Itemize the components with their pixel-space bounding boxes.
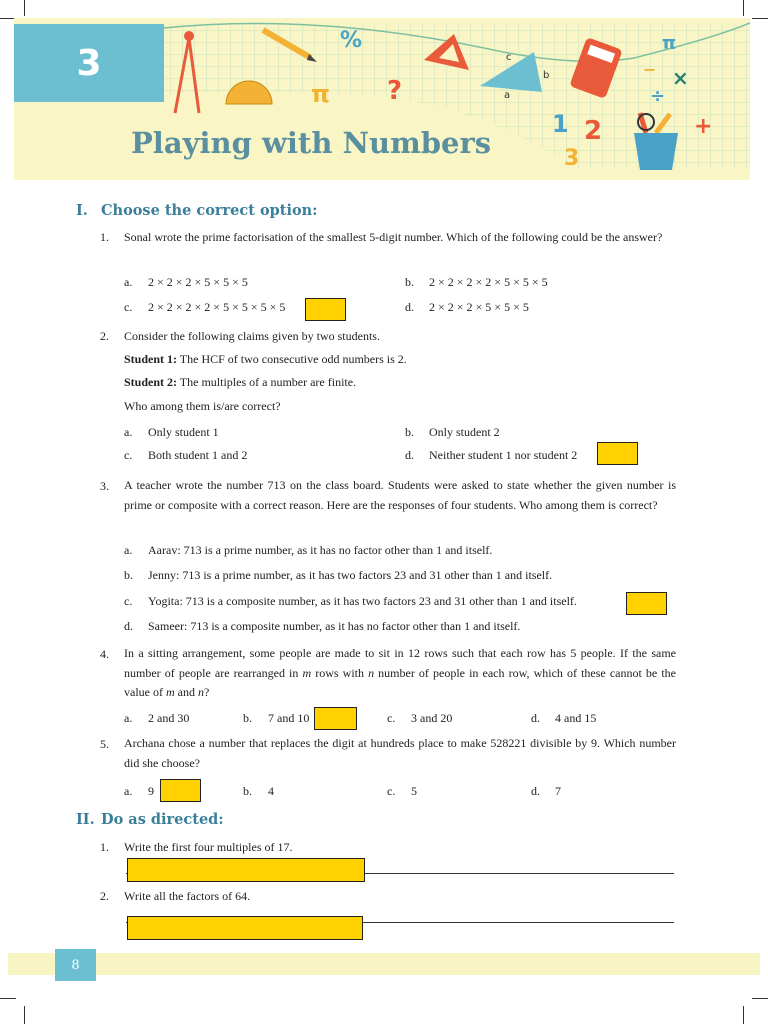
option-letter: c. (124, 594, 133, 608)
student-1-label: Student 1: (124, 352, 178, 366)
question-text: Archana chose a number that replaces the digit at hundreds place to make 528221 divisible by 9. Which number did she choose? (124, 736, 676, 770)
question-text: Write all the factors of 64. (124, 889, 251, 903)
crop-mark (24, 1006, 25, 1024)
option-text: 5 (411, 784, 417, 798)
chapter-number: 3 (14, 24, 164, 102)
option-text: 2 × 2 × 2 × 2 × 5 × 5 × 5 × 5 (148, 300, 286, 314)
pencil-icon (259, 26, 319, 66)
triangle-label-c: c (506, 52, 512, 63)
option-letter: c. (124, 300, 133, 314)
question-number: 1. (100, 230, 109, 244)
student-claim-1 (124, 350, 407, 369)
section-title: Choose the correct option: (101, 202, 318, 219)
triangle-label-b: b (543, 70, 550, 81)
option-text: 2 × 2 × 2 × 5 × 5 × 5 (429, 300, 529, 314)
crop-mark (0, 998, 16, 999)
option-text: Sameer: 713 is a composite number, as it has no factor other than 1 and itself. (148, 619, 521, 633)
question-text: Sonal wrote the prime factorisation of the smallest 5-digit number. Which of the following could be the answer? (124, 230, 663, 244)
question-text (124, 644, 676, 703)
question-number: 2. (100, 889, 109, 903)
chapter-title: Playing with Numbers (131, 126, 492, 160)
section-label: I. (76, 202, 88, 219)
section-label: II. (76, 811, 95, 828)
option-text: 2 and 30 (148, 711, 190, 725)
option-letter: b. (124, 568, 133, 582)
crop-mark (743, 0, 744, 16)
crop-mark (743, 1006, 744, 1024)
answer-highlight-box (305, 298, 346, 321)
question-number: 4. (100, 647, 109, 661)
option-text: 9 (148, 784, 154, 798)
option-letter: b. (405, 275, 414, 289)
crop-mark (752, 18, 768, 19)
option-text: 7 (555, 784, 561, 798)
pi-icon: π (311, 80, 330, 108)
triangle-label-a: a (504, 90, 511, 98)
option-text: Jenny: 713 is a prime number, as it has two factors 23 and 31 other than 1 and itself. (148, 568, 553, 582)
question-text: A teacher wrote the number 713 on the class board. Students were asked to state whether the given number is prime or composite with a correct reason. Here are the responses of four students. Who among them is correct? (124, 478, 676, 512)
option-letter: d. (405, 448, 414, 462)
question-mark-icon: ? (387, 76, 403, 106)
option-letter: b. (243, 784, 252, 798)
digit-one-icon: 1 (552, 110, 569, 138)
option-text: 3 and 20 (411, 711, 453, 725)
question-number: 1. (100, 840, 109, 854)
option-text: Neither student 1 nor student 2 (429, 448, 578, 462)
crop-mark (24, 0, 25, 16)
question-text: Consider the following claims given by two students. (124, 329, 380, 343)
question-number: 5. (100, 737, 109, 751)
option-letter: a. (124, 784, 133, 798)
option-letter: a. (124, 275, 133, 289)
option-text: 7 and 10 (268, 711, 310, 725)
calculator-icon (569, 38, 624, 98)
pencil-cup-icon (626, 108, 686, 173)
triangle-abc-icon (476, 48, 551, 98)
option-letter: c. (387, 711, 396, 725)
footer-bar (8, 953, 760, 975)
crop-mark (752, 998, 768, 999)
student-2-label: Student 2: (124, 375, 178, 389)
plus-icon: + (694, 114, 713, 139)
question-text-part: and (174, 685, 198, 699)
option-letter: d. (405, 300, 414, 314)
option-letter: b. (243, 711, 252, 725)
variable-n: n (197, 685, 204, 699)
digit-two-icon: 2 (584, 116, 603, 146)
answer-highlight-box (127, 916, 363, 940)
option-letter: a. (124, 711, 133, 725)
question-number: 3. (100, 479, 109, 493)
times-icon: × (672, 66, 689, 90)
question-number: 2. (100, 329, 109, 343)
answer-highlight-box (314, 707, 357, 730)
student-claim-2 (124, 373, 356, 392)
option-text: Only student 1 (148, 425, 219, 439)
variable-n: n (368, 665, 375, 680)
digit-three-icon: 3 (564, 146, 580, 171)
option-text: Both student 1 and 2 (148, 448, 248, 462)
compass-icon (169, 28, 209, 118)
answer-highlight-box (127, 858, 365, 882)
option-text: 2 × 2 × 2 × 2 × 5 × 5 × 5 (429, 275, 548, 289)
option-letter: b. (405, 425, 414, 439)
percent-icon: % (340, 28, 363, 53)
option-letter: c. (387, 784, 396, 798)
variable-m: m (165, 685, 175, 699)
option-text: Yogita: 713 is a composite number, as it has two factors 23 and 31 other than 1 and itself. (148, 594, 577, 608)
option-text: Only student 2 (429, 425, 500, 439)
option-letter: a. (124, 425, 133, 439)
answer-highlight-box (160, 779, 201, 802)
question-text-part: number of people in each row, which of these cannot be the value of (124, 665, 676, 699)
question-text-part: rows with (311, 665, 369, 680)
minus-icon: − (643, 60, 657, 79)
option-letter: d. (531, 784, 540, 798)
option-letter: c. (124, 448, 133, 462)
question-text: Write the first four multiples of 17. (124, 840, 293, 854)
answer-highlight-box (626, 592, 667, 615)
option-text: Aarav: 713 is a prime number, as it has no factor other than 1 and itself. (148, 543, 493, 557)
question-text-part: In a sitting arrangement, some people are made to sit in 12 rows such that each row has 5 people. If the same number of people are rearranged in (124, 646, 676, 680)
option-text: 2 × 2 × 2 × 5 × 5 × 5 (148, 275, 248, 289)
student-1-text: The HCF of two consecutive odd numbers is 2. (177, 352, 407, 366)
page-number: 8 (55, 949, 96, 981)
answer-highlight-box (597, 442, 638, 465)
option-letter: d. (531, 711, 540, 725)
option-text: 4 and 15 (555, 711, 597, 725)
question-text-part: ? (203, 685, 210, 699)
student-2-text: The multiples of a number are finite. (177, 375, 357, 389)
pi-small-icon: π (662, 33, 677, 54)
section-title: Do as directed: (101, 811, 224, 828)
option-text: 4 (268, 784, 274, 798)
divide-icon: ÷ (650, 86, 666, 107)
question-ask: Who among them is/are correct? (124, 399, 281, 413)
set-square-icon (419, 30, 474, 75)
variable-m: m (302, 665, 312, 680)
option-letter: a. (124, 543, 133, 557)
protractor-icon (224, 78, 274, 108)
option-letter: d. (124, 619, 133, 633)
